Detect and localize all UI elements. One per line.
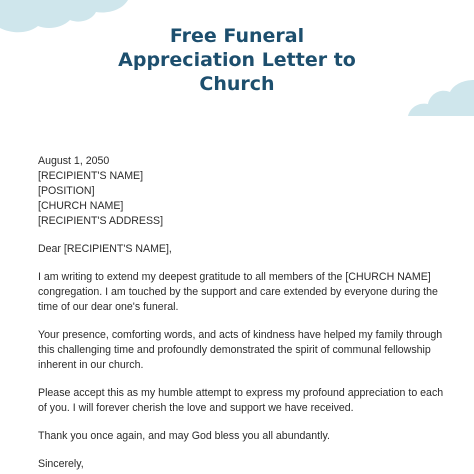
letter-date: August 1, 2050 xyxy=(38,155,110,167)
recipient-name: [RECIPIENT'S NAME] xyxy=(38,170,144,182)
title-line-1: Free Funeral xyxy=(169,25,305,47)
paragraph-4: Thank you once again, and may God bless you all abundantly. xyxy=(38,430,330,442)
recipient-position: [POSITION] xyxy=(38,185,95,197)
document-title xyxy=(0,24,474,96)
letter-body xyxy=(38,154,448,472)
salutation: Dear [RECIPIENT'S NAME], xyxy=(38,243,172,255)
paragraph-line: inherent in our church. xyxy=(38,359,144,371)
title-line-2: Appreciation Letter to xyxy=(118,49,356,71)
closing: Sincerely, xyxy=(38,458,84,470)
paragraph-line: Your presence, comforting words, and acts of kindness have helped my family through xyxy=(38,329,443,341)
paragraph-2 xyxy=(38,328,448,373)
paragraph-3 xyxy=(38,386,448,416)
paragraph-1 xyxy=(38,270,448,315)
recipient-address: [RECIPIENT'S ADDRESS] xyxy=(38,215,164,227)
title-line-3: Church xyxy=(199,73,275,95)
paragraph-line: congregation. I am touched by the support and care extended by everyone during the xyxy=(38,286,438,298)
paragraph-line: this challenging time and profoundly demonstrated the spirit of communal fellowship xyxy=(38,344,431,356)
paragraph-line: time of our dear one's funeral. xyxy=(38,301,179,313)
church-name: [CHURCH NAME] xyxy=(38,200,124,212)
paragraph-line: I am writing to extend my deepest gratitude to all members of the [CHURCH NAME] xyxy=(38,271,431,283)
paragraph-line: of you. I will forever cherish the love and support we have received. xyxy=(38,402,354,414)
paragraph-line: Please accept this as my humble attempt to express my profound appreciation to each xyxy=(38,387,444,399)
